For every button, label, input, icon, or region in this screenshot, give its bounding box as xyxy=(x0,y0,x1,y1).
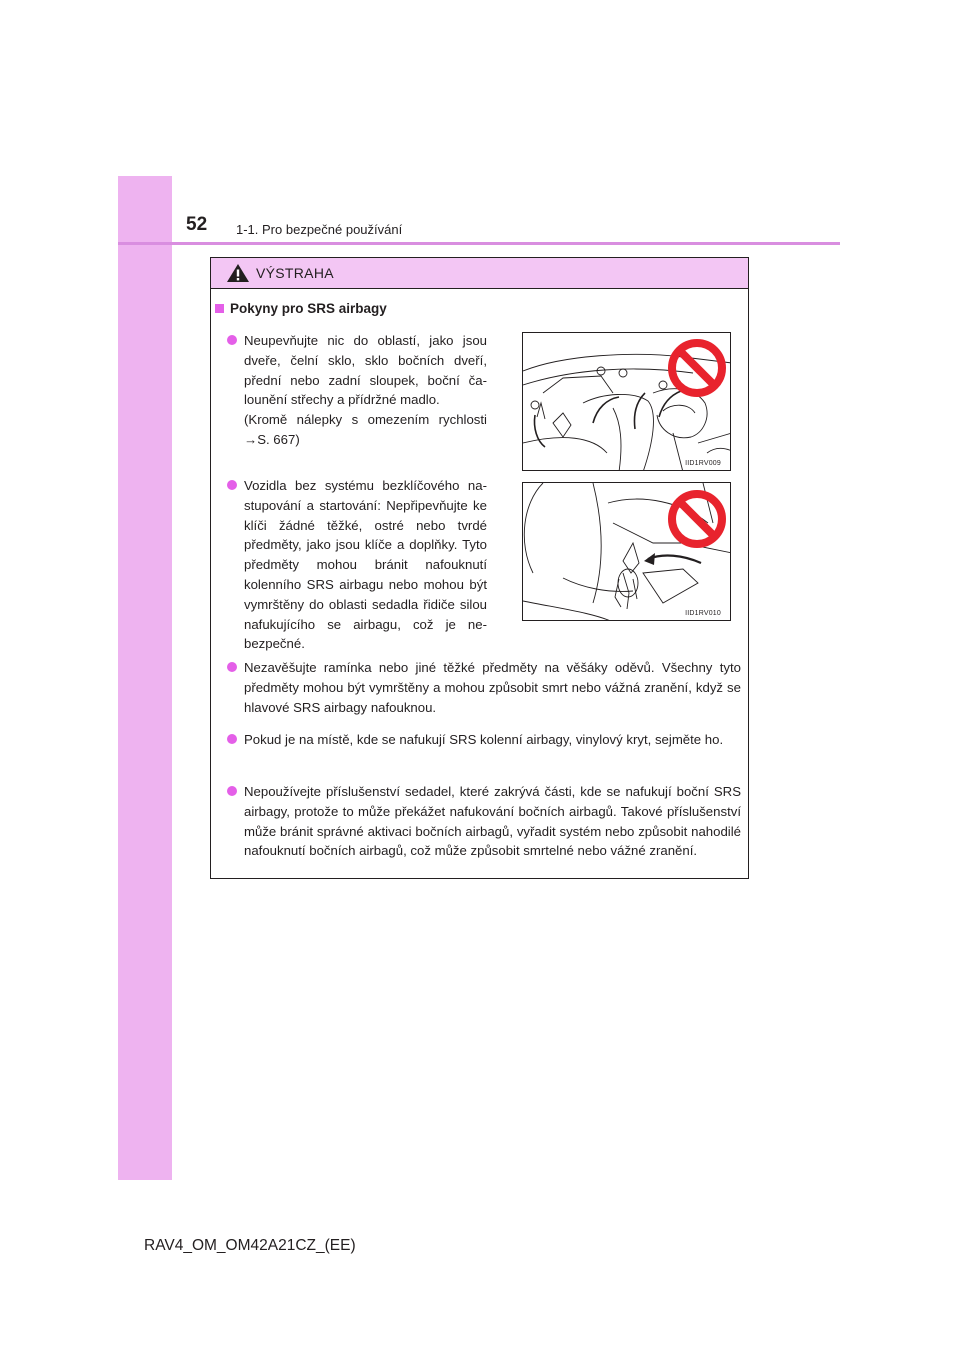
chapter-side-band xyxy=(118,176,172,1180)
warning-triangle-icon xyxy=(226,263,250,283)
warning-header xyxy=(211,258,748,289)
warning-title: VÝSTRAHA xyxy=(256,265,334,281)
figure-key-ring xyxy=(522,482,731,621)
bullet-item xyxy=(244,331,487,450)
bullet-text: Nezavěšujte ramínka nebo jiné těžké předměty na věšáky oděvů. Všechny tyto předměty mohou být vymrštěny a mohou způsobit smrt nebo vážná zranění, když se hlavové SRS airbagy nafouknou. xyxy=(244,660,741,715)
bullet-note: (Kromě nálepky s omezením rychlosti →S. 667) xyxy=(244,412,487,447)
bullet-text: Vozidla bez systému bezklíčového nastupování a startování: Nepřipevňujte ke klíči žádné těžké, ostré nebo tvrdé předměty, jako jsou klíče a doplňky. Tyto předměty mohou bránit nafouknutí kolenního SRS airbagu nebo mohou být vymrštěny do oblasti sedadla řidiče silou nafukujícího se airbagu, což je nebezpečné. xyxy=(244,478,487,652)
round-bullet-icon xyxy=(227,786,237,796)
figure-code: IID1RV010 xyxy=(685,610,721,617)
round-bullet-icon xyxy=(227,662,237,672)
round-bullet-icon xyxy=(227,734,237,744)
car-interior-illustration xyxy=(523,333,731,471)
document-code: RAV4_OM_OM42A21CZ_(EE) xyxy=(144,1237,356,1254)
bullet-item xyxy=(244,476,487,654)
header-rule xyxy=(118,242,840,245)
steering-column-illustration xyxy=(523,483,731,621)
bullet-text: Pokud je na místě, kde se nafukují SRS kolenní airbagy, vinylový kryt, sejměte ho. xyxy=(244,732,724,747)
warning-subheading xyxy=(215,301,387,316)
bullet-item xyxy=(244,782,741,861)
figure-airbag-area xyxy=(522,332,731,471)
subheading-text: Pokyny pro SRS airbagy xyxy=(230,301,387,316)
bullet-item xyxy=(244,730,741,750)
bullet-text: Nepoužívejte příslušenství sedadel, které zakrývá části, kde se nafukují boční SRS airbagy, protože to může překážet nafukování bočních airbagů. Takové příslušenství může bránit správné aktivaci bočních airbagů, vyřadit systém nebo způsobit nahodilé nafouknutí bočních airbagů, což může způsobit smrtelné nebo vážné zranění. xyxy=(244,784,741,859)
square-bullet-icon xyxy=(215,304,224,313)
bullet-text: Neupevňujte nic do oblastí, jako jsou dveře, čelní sklo, sklo bočních dveří, přední nebo zadní sloupek, boční čalounění střechy a přídržné madlo. xyxy=(244,333,487,408)
round-bullet-icon xyxy=(227,480,237,490)
warning-box xyxy=(210,257,749,879)
figure-code: IID1RV009 xyxy=(685,460,721,467)
round-bullet-icon xyxy=(227,335,237,345)
bullet-item xyxy=(244,658,741,717)
section-title: 1-1. Pro bezpečné používání xyxy=(236,222,403,237)
page-number: 52 xyxy=(186,214,208,235)
